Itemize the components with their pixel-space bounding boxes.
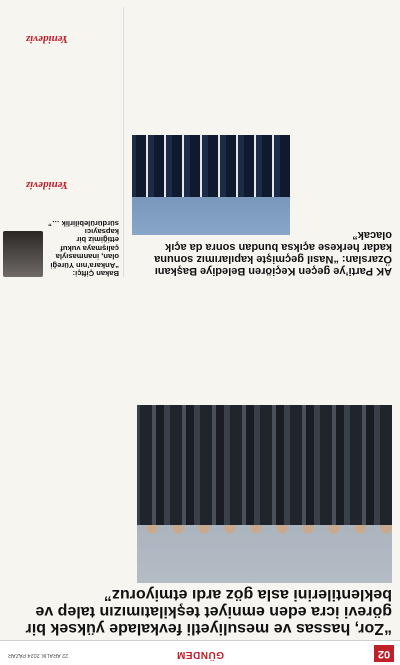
brand-logo-bottom: Yenideviz [25, 33, 68, 45]
side-story-headline: Bakan Çiftçi: “Ankara’nın Yüreği olan, inanmasıyla çalışmaya vukuf ettiğimiz bir kapsayıcı sürdürülebilirlik …” [48, 218, 119, 278]
sidebar-body-text [8, 577, 130, 583]
second-story-photo [132, 135, 290, 235]
side-story-body [3, 210, 119, 216]
body-column-4 [8, 283, 104, 395]
second-story-lede [296, 171, 392, 235]
body-column-1 [302, 283, 392, 395]
photo-officers [132, 135, 290, 197]
second-story-column-2 [132, 7, 260, 117]
body-column-2 [206, 283, 296, 395]
second-story-column-1 [266, 7, 392, 117]
side-story [3, 7, 124, 277]
issue-date: 22 ARALIK 2024 PAZAR [8, 652, 69, 658]
main-photo [137, 405, 392, 583]
photo-crowd-bodies [137, 405, 392, 525]
brand-logo-mid: Yenideviz [25, 179, 68, 191]
section-label: GÜNDEM [176, 649, 224, 660]
page-number: 02 [374, 645, 394, 662]
main-photo-caption [137, 397, 392, 403]
side-story-portrait [3, 231, 43, 277]
main-headline: “Zor, hassas ve mesuliyetli fevkalade yüksek bir görevi icra eden emniyet teşkilatımızın talep ve beklentilerini asla göz ardı etmiyoruz” [25, 586, 392, 637]
page-header-bar [0, 640, 400, 665]
second-headline: AK Parti’ye geçen Keçiören Belediye Başkanı Özarslan: “Nasıl geçmişte kapılarımız sonuna kadar herkese açıksa bundan sonra da açık olacak” [154, 229, 392, 277]
body-column-3 [110, 283, 200, 395]
main-story-sidebar [8, 405, 130, 583]
